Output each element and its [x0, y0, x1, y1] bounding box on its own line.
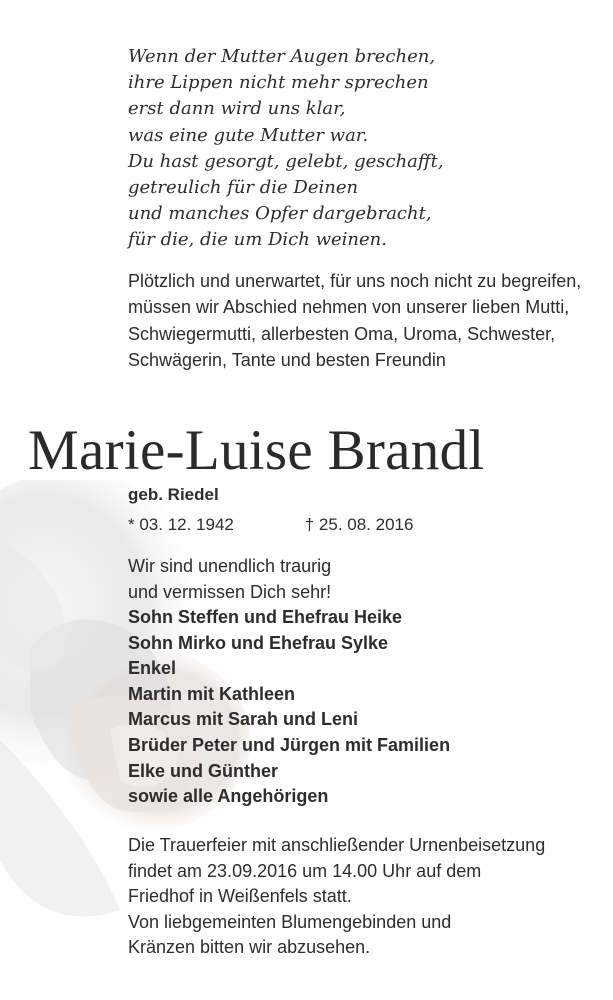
- birth-name: geb. Riedel: [128, 485, 219, 504]
- poem: [128, 44, 444, 254]
- poem-line: erst dann wird uns klar,: [128, 98, 346, 120]
- birth-date: * 03. 12. 1942: [128, 515, 234, 534]
- ceremony-line: Friedhof in Weißenfels statt.: [128, 886, 352, 907]
- poem-line: Wenn der Mutter Augen brechen,: [128, 46, 436, 67]
- mourner: sowie alle Angehörigen: [128, 786, 329, 807]
- deceased-name: Marie-Luise Brandl: [28, 419, 485, 482]
- message-line: Wir sind unendlich traurig: [128, 556, 332, 576]
- mourner: Enkel: [128, 658, 177, 679]
- mourner: Sohn Mirko und Ehefrau Sylke: [128, 632, 389, 653]
- poem-line: Du hast gesorgt, gelebt, geschafft,: [128, 150, 444, 172]
- poem-line: und manches Opfer dargebracht,: [128, 203, 432, 225]
- poem-line: getreulich für die Deinen: [128, 177, 359, 199]
- ceremony-line: Die Trauerfeier mit anschließender Urnenbeisetzung: [128, 835, 546, 855]
- grief-message: [128, 554, 331, 605]
- mourner: Elke und Günther: [128, 760, 279, 781]
- mourner: Martin mit Kathleen: [128, 683, 296, 704]
- funeral-details: [128, 833, 545, 961]
- poem-line: was eine gute Mutter war.: [128, 124, 369, 146]
- death-date: † 25. 08. 2016: [304, 515, 414, 534]
- mourner: Brüder Peter und Jürgen mit Familien: [128, 734, 451, 755]
- mourner: Sohn Steffen und Ehefrau Heike: [128, 607, 403, 627]
- poem-line: für die, die um Dich weinen.: [128, 229, 387, 251]
- ceremony-line: Kränzen bitten wir abzusehen.: [128, 937, 371, 958]
- mourner: Marcus mit Sarah und Leni: [128, 709, 359, 730]
- mourners-list: [128, 605, 450, 810]
- life-dates: [128, 515, 413, 535]
- ceremony-line: Von liebgemeinten Blumengebinden und: [128, 911, 452, 932]
- message-line: und vermissen Dich sehr!: [128, 581, 332, 602]
- ceremony-line: findet am 23.09.2016 um 14.00 Uhr auf dem: [128, 860, 482, 881]
- poem-line: ihre Lippen nicht mehr sprechen: [128, 72, 429, 94]
- intro-text: Plötzlich und unerwartet, für uns noch nicht zu begreifen, müssen wir Abschied nehmen von unserer lieben Mutti, Schwiegermutti, allerbesten Oma, Uroma, Schwester, Schwägerin, Tante und besten Freundin: [128, 271, 582, 371]
